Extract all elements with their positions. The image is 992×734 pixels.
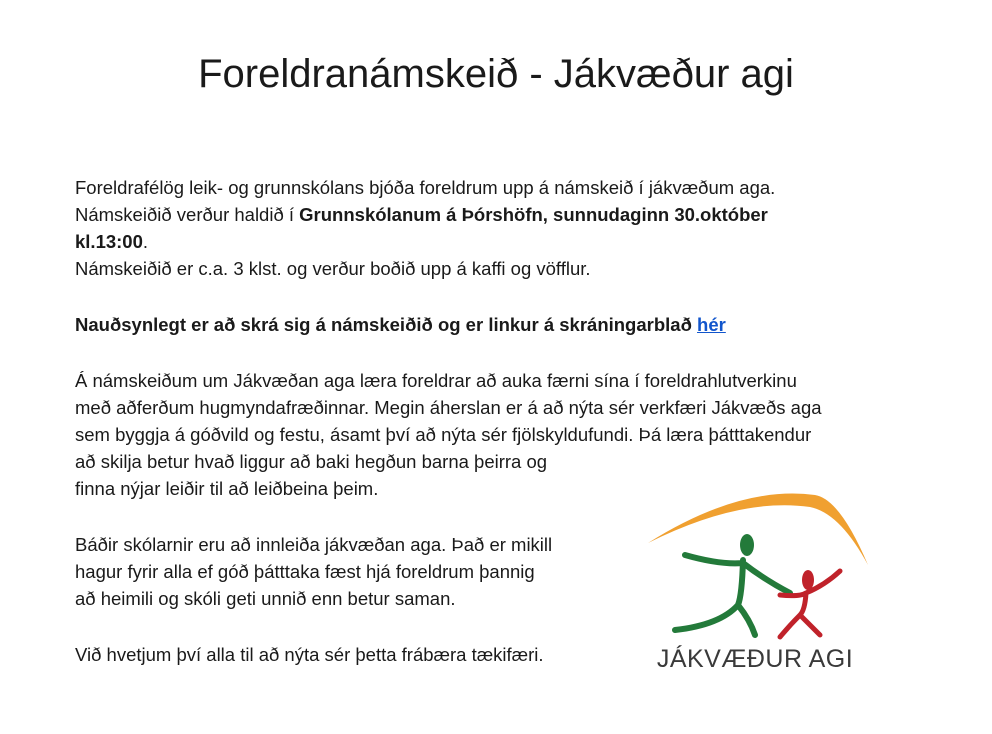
- description-paragraph: [75, 367, 935, 502]
- intro-line: Foreldrafélög leik- og grunnskólans bjóða foreldrum upp á námskeið í jákvæðum aga.: [75, 177, 776, 198]
- paragraph-line: finna nýjar leiðir til að leiðbeina þeim.: [75, 478, 379, 499]
- page-title: Foreldranámskeið - Jákvæður agi: [198, 52, 794, 96]
- logo-text: JÁKVÆÐUR AGI: [656, 645, 854, 673]
- paragraph-line: Á námskeiðum um Jákvæðan aga læra foreldrar að auka færni sína í foreldrahlutverkinu: [75, 370, 797, 391]
- paragraph-line: hagur fyrir alla ef góð þátttaka fæst hjá foreldrum þannig: [75, 561, 535, 582]
- registration-paragraph: [75, 311, 935, 338]
- intro-text: Námskeiðið verður haldið í: [75, 204, 300, 225]
- jakvaedur-agi-logo: [640, 485, 870, 685]
- registration-link[interactable]: hér: [697, 314, 726, 335]
- closing-paragraph: Við hvetjum því alla til að nýta sér þetta frábæra tækifæri.: [75, 644, 544, 665]
- time: kl.13:00: [75, 231, 143, 252]
- location-date: Grunnskólanum á Þórshöfn, sunnudaginn 30.október: [299, 204, 768, 225]
- period: .: [142, 231, 149, 252]
- paragraph-line: að heimili og skóli geti unnið enn betur saman.: [75, 588, 456, 609]
- logo-figures-icon: [640, 485, 870, 645]
- paragraph-line: sem byggja á góðvild og festu, ásamt því að nýta sér fjölskyldufundi. Þá læra þátttakendur: [75, 424, 812, 445]
- intro-paragraph: [75, 174, 935, 282]
- intro-line: [75, 228, 935, 255]
- paragraph-line: með aðferðum hugmyndafræðinnar. Megin áherslan er á að nýta sér verkfæri Jákvæðs aga: [75, 397, 822, 418]
- registration-text: Nauðsynlegt er að skrá sig á námskeiðið og er linkur á skráningarblað: [75, 314, 698, 335]
- paragraph-line: að skilja betur hvað liggur að baki hegðun barna þeirra og: [75, 451, 548, 472]
- paragraph-line: Báðir skólarnir eru að innleiða jákvæðan aga. Það er mikill: [75, 534, 553, 555]
- intro-line: [75, 201, 935, 228]
- intro-line: Námskeiðið er c.a. 3 klst. og verður boðið upp á kaffi og vöfflur.: [75, 258, 591, 279]
